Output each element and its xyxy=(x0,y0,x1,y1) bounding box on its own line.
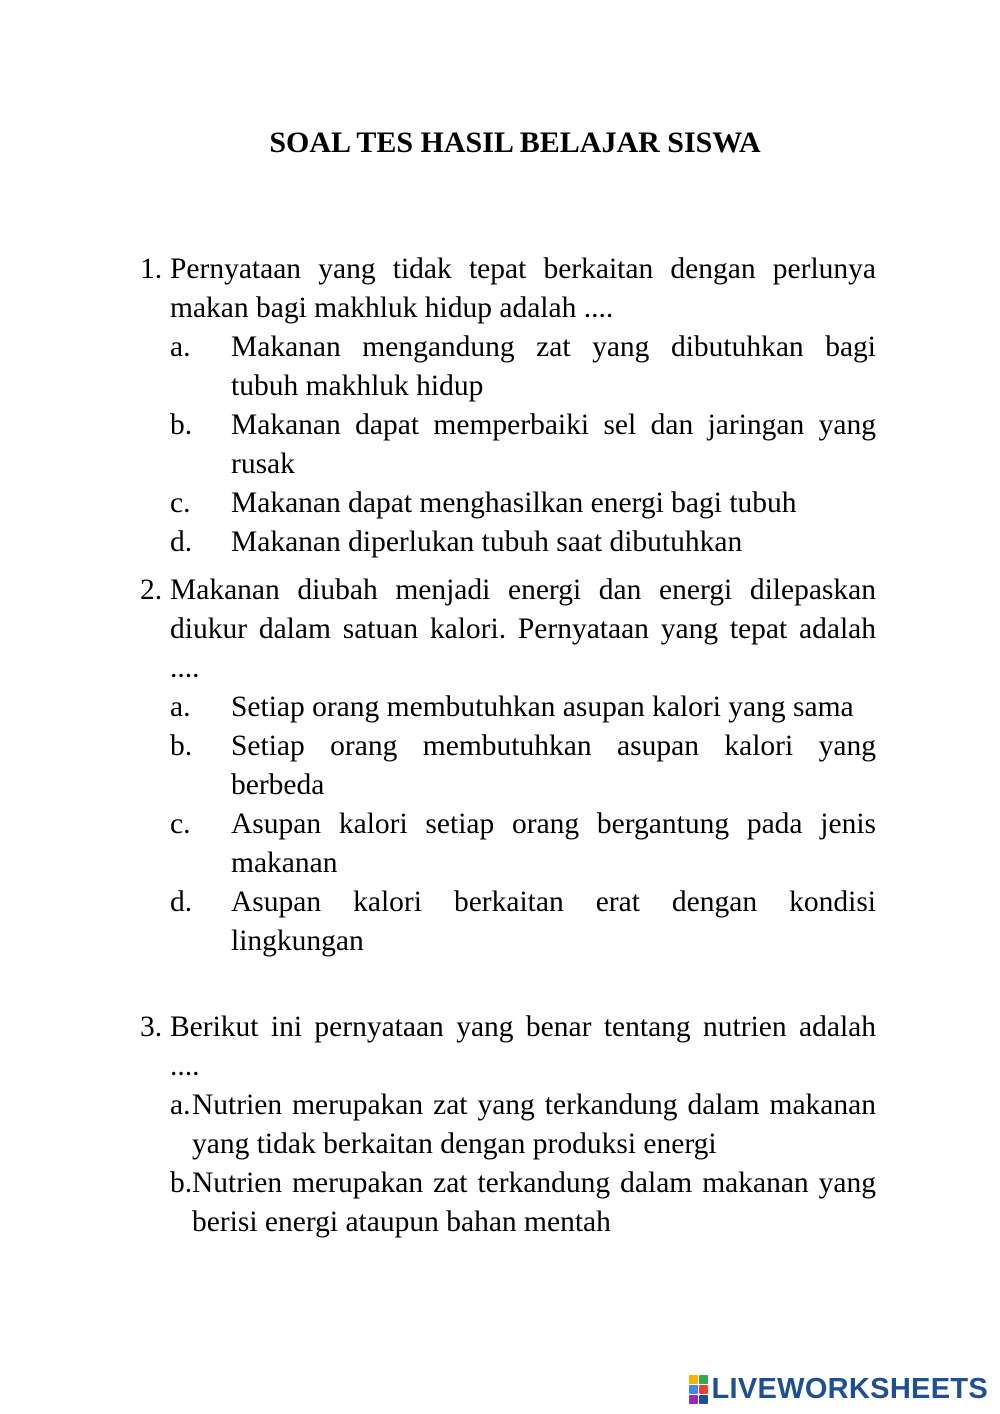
option-text: Nutrien merupakan zat terkandung dalam makanan yang berisi energi ataupun bahan mentah xyxy=(192,1167,876,1238)
option-letter: b. xyxy=(170,730,193,762)
option-a[interactable] xyxy=(170,328,876,406)
option-letter: a. xyxy=(170,331,191,363)
logo-square xyxy=(699,1375,708,1384)
option-text: Setiap orang membutuhkan asupan kalori yang berbeda xyxy=(231,730,876,801)
option-text: Makanan dapat menghasilkan energi bagi tubuh xyxy=(231,487,797,519)
document-title: SOAL TES HASIL BELAJAR SISWA xyxy=(269,126,761,159)
option-text: Asupan kalori setiap orang bergantung pada jenis makanan xyxy=(231,808,876,879)
option-b[interactable] xyxy=(170,727,876,805)
logo-square xyxy=(699,1385,708,1394)
question-3 xyxy=(140,1008,876,1242)
question-text: Berikut ini pernyataan yang benar tentang nutrien adalah .... xyxy=(170,1011,876,1082)
liveworksheets-logo xyxy=(689,1372,989,1406)
option-a[interactable] xyxy=(170,688,876,727)
option-letter: a. xyxy=(170,691,191,723)
option-d[interactable] xyxy=(170,883,876,961)
logo-mark-icon xyxy=(689,1375,708,1404)
option-d[interactable] xyxy=(170,523,876,562)
option-letter: c. xyxy=(170,808,191,840)
logo-square xyxy=(689,1385,698,1394)
option-letter: b. xyxy=(170,409,193,441)
option-text: Makanan mengandung zat yang dibutuhkan bagi tubuh makhluk hidup xyxy=(231,331,876,402)
option-list xyxy=(170,1086,876,1242)
option-letter: b. xyxy=(170,1167,193,1199)
option-text: Makanan dapat memperbaiki sel dan jaringan yang rusak xyxy=(231,409,876,480)
option-letter: d. xyxy=(170,526,193,558)
option-b[interactable] xyxy=(170,1164,876,1242)
option-text: Asupan kalori berkaitan erat dengan kondisi lingkungan xyxy=(231,886,876,957)
question-text: Pernyataan yang tidak tepat berkaitan dengan perlunya makan bagi makhluk hidup adalah .... xyxy=(170,253,876,324)
option-letter: d. xyxy=(170,886,193,918)
option-list xyxy=(170,328,876,562)
question-number: 3. xyxy=(140,1011,163,1043)
option-c[interactable] xyxy=(170,484,876,523)
option-letter: a. xyxy=(170,1089,191,1121)
logo-square xyxy=(689,1375,698,1384)
question-1 xyxy=(140,250,876,562)
question-text: Makanan diubah menjadi energi dan energi dilepaskan diukur dalam satuan kalori. Pernyataan yang tepat adalah .... xyxy=(170,574,876,684)
option-text: Nutrien merupakan zat yang terkandung dalam makanan yang tidak berkaitan dengan produksi energi xyxy=(192,1089,876,1160)
logo-square xyxy=(699,1395,708,1404)
question-number: 1. xyxy=(140,253,163,285)
option-c[interactable] xyxy=(170,805,876,883)
logo-text: LIVEWORKSHEETS xyxy=(711,1372,988,1405)
option-text: Makanan diperlukan tubuh saat dibutuhkan xyxy=(231,526,743,558)
question-number: 2. xyxy=(140,574,163,606)
option-letter: c. xyxy=(170,487,191,519)
logo-square xyxy=(689,1395,698,1404)
question-2 xyxy=(140,571,876,961)
option-text: Setiap orang membutuhkan asupan kalori yang sama xyxy=(231,691,854,723)
option-list xyxy=(170,688,876,961)
option-b[interactable] xyxy=(170,406,876,484)
option-a[interactable] xyxy=(170,1086,876,1164)
